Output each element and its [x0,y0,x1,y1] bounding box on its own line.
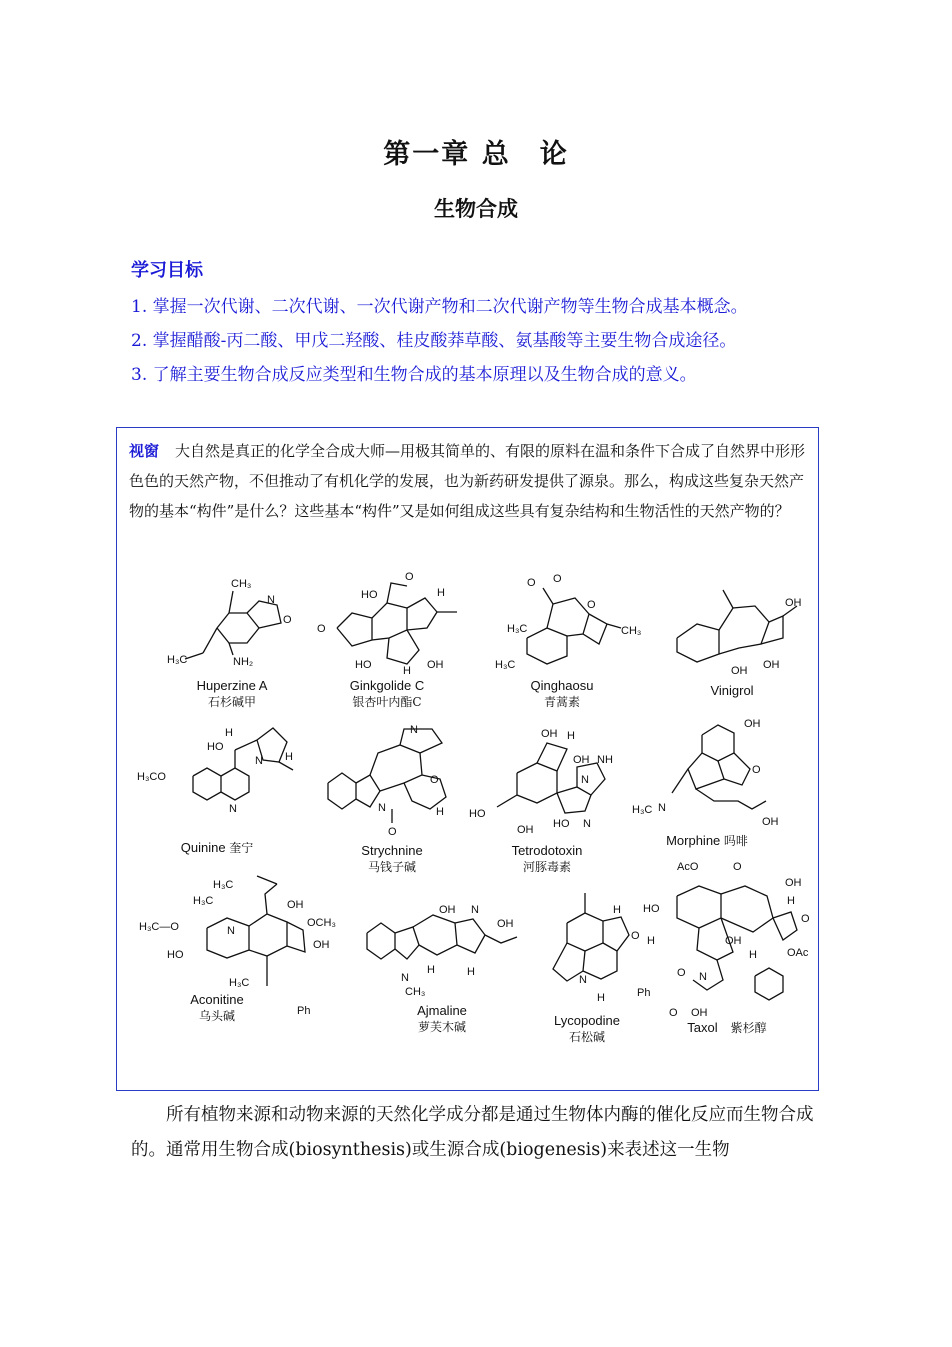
svg-text:CH₃: CH₃ [405,986,426,998]
svg-text:H₃C: H₃C [167,654,188,666]
ajmaline-structure-icon [357,893,527,1003]
window-text [129,436,809,526]
molecule-vinigrol [657,578,807,699]
svg-text:O: O [752,764,761,776]
svg-text:HO: HO [167,949,184,961]
svg-text:H₃C: H₃C [229,977,250,989]
svg-text:HO: HO [553,818,570,830]
tetrodotoxin-structure-icon [467,723,627,843]
molecule-tetrodotoxin [467,723,627,875]
molecule-name: Tetrodotoxin [511,843,583,858]
svg-text:OH: OH [763,659,780,671]
molecule-aconitine [137,868,337,1024]
morphine-structure-icon [632,713,782,833]
molecule-taxol [637,856,817,1036]
svg-text:HO: HO [361,589,378,601]
molecule-name: Huperzine A [196,678,268,693]
svg-text:H: H [567,730,575,742]
svg-text:O: O [527,577,536,589]
svg-text:H₃C—O: H₃C—O [139,921,179,933]
svg-text:H₃C: H₃C [632,804,653,816]
qinghaosu-structure-icon [487,568,642,678]
molecule-name-cn: 马钱子碱 [367,860,416,874]
svg-text:H: H [787,895,795,907]
svg-text:H: H [436,806,444,818]
svg-text:N: N [581,774,589,786]
molecule-name-cn: 紫杉醇 [730,1021,767,1035]
taxol-structure-icon [637,856,817,1026]
svg-text:N: N [227,925,235,937]
svg-text:Ph: Ph [297,1005,311,1017]
huperzine-structure-icon [167,573,297,678]
svg-text:OH: OH [573,754,590,766]
svg-text:Ph: Ph [637,987,651,999]
svg-text:O: O [405,571,414,583]
molecule-ajmaline [357,893,527,1035]
svg-text:CH₃: CH₃ [621,625,642,637]
svg-text:OH: OH [731,665,748,677]
svg-text:H₃C: H₃C [495,659,516,671]
svg-text:OH: OH [725,935,742,947]
vinigrol-structure-icon [657,578,807,683]
svg-text:N: N [267,594,275,606]
molecule-name-cn: 萝芙木碱 [417,1020,466,1034]
molecule-name-cn: 银杏叶内酯C [352,695,422,709]
svg-text:H: H [225,727,233,739]
svg-text:CH₃: CH₃ [231,578,252,590]
svg-text:N: N [378,802,386,814]
svg-text:N: N [229,803,237,815]
svg-text:AcO: AcO [677,861,699,873]
molecule-name: Qinghaosu [530,678,594,693]
molecule-name-cn: 石松碱 [568,1030,605,1044]
svg-text:H: H [749,949,757,961]
svg-text:NH: NH [597,754,613,766]
molecule-name-cn: 青蒿素 [543,695,580,709]
svg-text:O: O [317,623,326,635]
molecule-name: Taxol 紫杉醇 [687,1020,767,1035]
svg-text:O: O [631,930,640,942]
chapter-title: 第一章 总 论 [383,139,569,170]
objectives-list [131,290,831,392]
molecule-name: Ajmaline [417,1003,467,1018]
objective-item: 1. 掌握一次代谢、二次代谢、一次代谢产物和二次代谢产物等生物合成基本概念。 [131,297,748,317]
svg-text:OH: OH [785,877,802,889]
molecule-name: Morphine 吗啡 [666,833,748,848]
svg-text:O: O [677,967,686,979]
svg-text:O: O [587,599,596,611]
section-title: 生物合成 [434,196,518,221]
svg-text:H: H [467,966,475,978]
svg-text:H: H [613,904,621,916]
svg-text:HO: HO [469,808,486,820]
window-paragraph: 大自然是真正的化学全合成大师—用极其简单的、有限的原料在温和条件下合成了自然界中形形色色的天然产物，不但推动了有机化学的发展，也为新药研发提供了源泉。那么，构成这些复杂天然产物的基本“构件”是什么？这些基本“构件”又是如何组成这些具有复杂结构和生物活性的天然产物的？ [129,442,806,520]
svg-text:H: H [647,935,655,947]
molecule-morphine [632,713,782,849]
molecule-huperzine-a [167,573,297,710]
svg-text:N: N [579,974,587,986]
svg-text:HO: HO [643,903,660,915]
molecule-quinine [137,720,297,856]
objective-item: 2. 掌握醋酸-丙二酸、甲戊二羟酸、桂皮酸莽草酸、氨基酸等主要生物合成途径。 [131,331,737,351]
svg-text:OH: OH [541,728,558,740]
svg-text:O: O [733,861,742,873]
svg-text:NH₂: NH₂ [233,656,254,668]
svg-text:O: O [669,1007,678,1019]
svg-text:H₃CO: H₃CO [137,771,166,783]
objective-item: 3. 了解主要生物合成反应类型和生物合成的基本原理以及生物合成的意义。 [131,365,697,385]
molecule-strychnine [322,723,462,875]
quinine-structure-icon [137,720,297,840]
svg-text:OH: OH [517,824,534,836]
svg-text:N: N [583,818,591,830]
molecule-name: Quinine 奎宁 [180,840,254,855]
svg-text:OH: OH [497,918,514,930]
svg-text:O: O [801,913,810,925]
svg-text:N: N [658,802,666,814]
svg-text:N: N [255,755,263,767]
svg-text:H: H [427,964,435,976]
svg-text:H: H [403,665,411,677]
svg-text:N: N [401,972,409,984]
svg-text:OH: OH [313,939,330,951]
molecule-name: Strychnine [361,843,423,858]
body-paragraph-text: 所有植物来源和动物来源的天然化学成分都是通过生物体内酶的催化反应而生物合成的。通常用生物合成(biosynthesis)或生源合成(biogenesis)来表述这一生物 [131,1105,814,1160]
molecule-name-cn: 石杉碱甲 [207,695,256,709]
ginkgolide-structure-icon [307,568,467,678]
svg-text:N: N [410,724,418,736]
svg-text:HO: HO [355,659,372,671]
lycopodine-structure-icon [527,883,647,1013]
strychnine-structure-icon [322,723,462,843]
svg-text:OH: OH [287,899,304,911]
svg-text:OH: OH [439,904,456,916]
svg-text:OH: OH [785,597,802,609]
molecule-name-cn: 乌头碱 [198,1009,235,1023]
molecule-name-cn: 奎宁 [229,841,254,855]
svg-text:O: O [283,614,292,626]
svg-text:O: O [430,774,439,786]
svg-text:H: H [597,992,605,1004]
svg-text:OH: OH [427,659,444,671]
svg-text:H₃C: H₃C [213,879,234,891]
svg-text:O: O [553,573,562,585]
molecule-name: Vinigrol [710,683,754,698]
svg-text:H₃C: H₃C [507,623,528,635]
molecule-lycopodine [527,883,647,1045]
body-paragraph [131,1098,821,1168]
molecule-qinghaosu [487,568,642,710]
svg-text:HO: HO [207,741,224,753]
svg-text:OH: OH [744,718,761,730]
window-box [116,427,819,1091]
svg-text:OH: OH [691,1007,708,1019]
molecule-ginkgolide-c [307,568,467,710]
window-label: 视窗 [129,442,160,460]
svg-text:OAc: OAc [787,947,809,959]
svg-text:OCH₃: OCH₃ [307,917,336,929]
svg-text:N: N [471,904,479,916]
svg-text:N: N [699,971,707,983]
svg-text:OH: OH [762,816,779,828]
molecule-name: Aconitine [190,992,244,1007]
svg-text:H: H [437,587,445,599]
svg-text:H₃C: H₃C [193,895,214,907]
svg-text:O: O [388,826,397,838]
molecule-name-cn: 吗啡 [723,834,748,848]
svg-text:H: H [285,751,293,763]
molecule-name: Lycopodine [553,1013,620,1028]
molecule-name-cn: 河豚毒素 [522,860,571,874]
objectives-heading: 学习目标 [131,260,203,281]
molecule-name: Ginkgolide C [349,678,425,693]
